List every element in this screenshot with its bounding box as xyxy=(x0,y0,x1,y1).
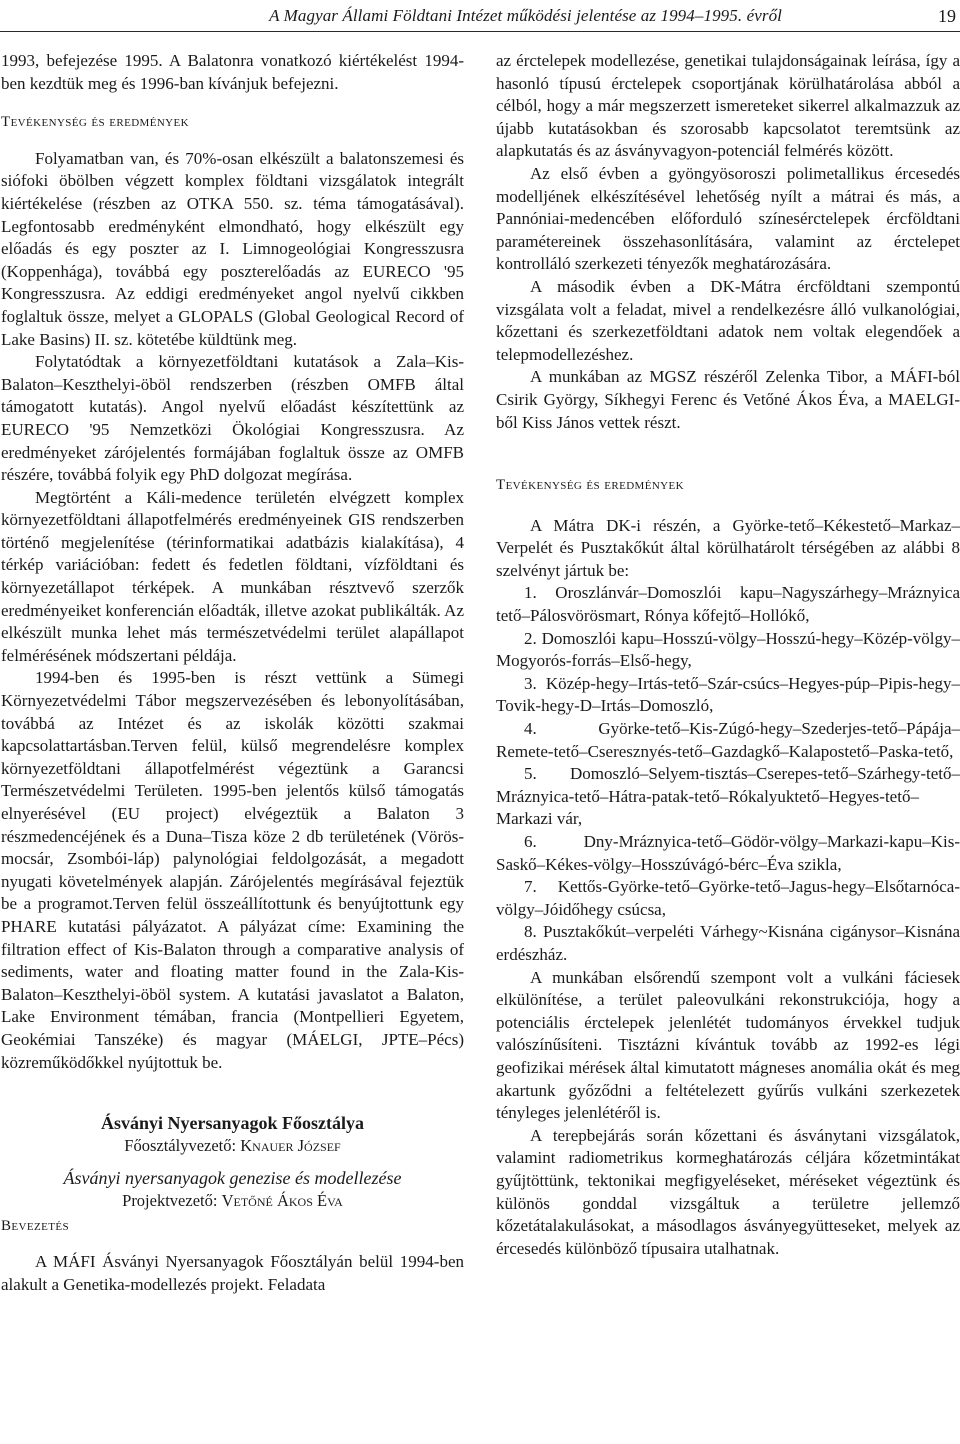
list-item: 1. Oroszlánvár–Domoszlói kapu–Nagyszárhegy–Mráznyica tető–Pálosvörösmart, Rónya kőfejtő–Hollókő, xyxy=(496,583,960,626)
header-rule xyxy=(0,31,960,32)
subsection-heading: Bevezetés xyxy=(1,1217,69,1234)
paragraph: Folytatódtak a környezetföldtani kutatások a Zala–Kis-Balaton–Keszthelyi-öböl rendszerben (részben OMFB által támogatott kutatás). Angol nyelvű előadást készítettünk az EURECO '95 Nemzetközi Ökológiai Kongresszusra. Az eredményeket zárójelentés formájában foglaltuk össze az OMFB részére, továbbá folyik egy PhD dolgozat megírása. xyxy=(1,352,464,485)
list-item: 8. Pusztakőkút–verpeléti Várhegy~Kisnána cigánysor–Kisnána erdészház. xyxy=(496,922,960,964)
subsection-heading: Tevékenység és eredmények xyxy=(1,114,189,131)
left-column xyxy=(1,50,464,1296)
paragraph: Megtörtént a Káli-medence területén elvégzett komplex környezetföldtani állapotfelmérés eredményeinek GIS rendszerben történő megjelenítése (térinformatikai adatbázis kialakítása), 4 térkép variációban: fedett és fedetlen földtani, vízföldtani és környezetállapot térképek. A munkában résztvevő szerzők eredményeiket konferencián előadták, illetve azokat publikálták. Az elkészült munka lehet más természetvédelmi terület alapállapot felmérésének módszertani példája. xyxy=(1,487,464,665)
project-title: Ásványi nyersanyagok genezise és modellezése xyxy=(63,1168,402,1189)
subsection-heading: Tevékenység és eredmények xyxy=(496,477,684,494)
paragraph: az érctelepek modellezése, genetikai tulajdonságainak leírása, így a hasonló típusú érctelepek csoportjának körülhatárolása abból a célból, hogy a már megszerzett ismereteket sikerrel alkalmazzuk az újabb kutatásokban és szorosabb kapcsolatot teremtsünk az alapkutatás és az ásványvagyon-potenciál felmérés között. xyxy=(496,51,960,161)
project-lead-label: Projektvezető: xyxy=(122,1190,218,1210)
list-item: 6. Dny-Mráznyica-tető–Gödör-völgy–Markazi-kapu–Kis-Saskő–Kékes-völgy–Hosszúvágó-bérc–Éva szikla, xyxy=(496,832,960,874)
route-list xyxy=(496,582,960,966)
page-number: 19 xyxy=(938,6,956,26)
paragraph: 1993, befejezése 1995. A Balatonra vonatkozó kiértékelést 1994-ben kezdtük meg és 1996-ban kívánjuk befejezni. xyxy=(1,51,464,93)
paragraph: Az első évben a gyöngyösoroszi polimetallikus ércesedés modelljének elkészítésével lehetőség nyílt a mátrai és más, a Pannóniai-medencében előforduló színesérctelepek ércföldtani paramétereinek összehasonlítására, valamint az érctelepet kontrolláló szerkezeti tényezők meghatározására. xyxy=(496,163,960,274)
list-item: 2. Domoszlói kapu–Hosszú-völgy–Hosszú-hegy–Közép-völgy–Mogyorós-forrás–Első-hegy, xyxy=(496,628,960,671)
project-lead-name: Vetőné Ákos Éva xyxy=(221,1190,343,1210)
paragraph: A munkában az MGSZ részéről Zelenka Tibor, a MÁFI-ból Csirik György, Síkhegyi Ferenc és Vetőné Ákos Éva, a MAELGI-ből Kiss János vettek részt. xyxy=(496,367,960,432)
paragraph: A terepbejárás során kőzettani és ásványtani vizsgálatok, valamint radiometrikus kormeghatározás céljára kőzetmintákat gyűjtöttünk, tektonikai megfigyeléseket, méréseket végeztünk és különös gonddal vizsgáltuk a területre jellemző kőzetátalakulásokat, a másodlagos ásványegyütteseket, melyek az ércesedés különböző típusaira utalhatnak. xyxy=(496,1125,960,1258)
section-head-line xyxy=(1,1135,464,1158)
section-head-name: Knauer József xyxy=(240,1135,341,1155)
section-title: Ásványi Nyersanyagok Főosztálya xyxy=(100,1113,364,1134)
section-header xyxy=(1,1112,464,1212)
section-head-label: Főosztályvezető: xyxy=(124,1135,237,1155)
page-header xyxy=(0,4,960,28)
project-lead-line xyxy=(1,1190,464,1213)
list-item: 4. Györke-tető–Kis-Zúgó-hegy–Szederjes-tető–Pápája–Remete-tető–Cseresznyés-tető–Gazdagkő–Kalapostető–Paska-tető, xyxy=(496,719,960,761)
list-item: 5. Domoszló–Selyem-tisztás–Cserepes-tető–Szárhegy-tető–Mráznyica-tető–Hátra-patak-tető–Rókalyuktető–Hegyes-tető–Markazi vár, xyxy=(496,764,960,829)
paragraph: A munkában elsőrendű szempont volt a vulkáni fáciesek elkülönítése, a terület paleovulkáni rekonstrukciója, hogy a potenciális érctelepek jelenlétét tudományos érvekkel tudjuk valószínűsíteni. Tisztázni kívántuk tovább az 1992-es légi geofizikai mérések által kimutatott mágneses anomália okát és meg akartunk győződni a feltételezett gyűrűs vulkáni szerkezetek tényleges jelenlétéről is. xyxy=(496,967,960,1123)
paragraph: 1994-ben és 1995-ben is részt vettünk a Sümegi Környezetvédelmi Tábor megszervezésében és lebonyolításában, továbbá az Intézet és az iskolák közötti szakmai kapcsolattartásban.Terven felül, külső megrendelésre komplex környezetföldtani állapotfelmérést végeztünk a Garancsi Természetvédelmi Területen. 1995-ben jelentős külső támogatás elnyerésével (EU project) elvégeztük a Balaton 3 részmedencéjének és a Duna–Tisza köze 2 db területének (Vörös-mocsár, Zsombói-láp) palynológiai feldolgozását, a megadott nyugati követelmények alapján. Zárójelentés megírásával fejeztük be a programot.Terven felül összeállítottunk és benyújtottunk egy PHARE kutatási pályázatot. A pályázat címe: Examining the filtration effect of Kis-Balaton through a comparative analysis of sediments, water and floating matter found in the Zala-Kis-Balaton–Keszthelyi-öböl system. A kutatási javaslatot a Balaton, Lake Environment témában, francia (Montpellieri Egyetem, Geokémiai Tanszéke) és magyar (MÁELGI, JPTE–Pécs) közreműködőkkel nyújtottuk be. xyxy=(1,668,464,1072)
paragraph: A második évben a DK-Mátra ércföldtani szempontú vizsgálata volt a feladat, mivel a rendelkezésre álló vulkanológiai, kőzettani és szerkezetföldtani adatok nem voltak elegendőek a telepmodellezéshez. xyxy=(496,276,960,364)
paragraph: A MÁFI Ásványi Nyersanyagok Főosztályán belül 1994-ben alakult a Genetika-modellezés projekt. Feladata xyxy=(1,1252,464,1294)
right-column xyxy=(496,50,960,1260)
list-item: 7. Kettős-Györke-tető–Györke-tető–Jagus-hegy–Elsőtarnóca-völgy–Jóidőhegy csúcsa, xyxy=(496,877,960,919)
running-title: A Magyar Állami Földtani Intézet működési jelentése az 1994–1995. évről xyxy=(269,6,782,25)
list-item: 3. Közép-hegy–Irtás-tető–Szár-csúcs–Hegyes-púp–Pipis-hegy–Tovik-hegy-D–Irtás–Domoszló, xyxy=(496,673,960,716)
paragraph: Folyamatban van, és 70%-osan elkészült a balatonszemesi és siófoki öbölben végzett komplex földtani vizsgálatok integrált kiértékelése (részben az OTKA 550. sz. téma támogatásával). Legfontosabb eredményként elmondható, hogy elkészült egy előadás és egy poszter az I. Limnogeológiai Kongresszusra (Koppenhága), továbbá egy poszterelőadás az EURECO '95 Kongresszusra. Az eddigi eredményeket angol nyelvű cikkben foglaltuk össze, melyet a GLOPALS (Global Geological Record of Lake Basins) II. sz. kötetébe küldtünk meg. xyxy=(1,148,464,349)
paragraph: A Mátra DK-i részén, a Györke-tető–Kékestető–Markaz–Verpelét és Pusztakőkút által körülhatárolt térségében az alábbi 8 szelvényt jártuk be: xyxy=(496,515,960,580)
